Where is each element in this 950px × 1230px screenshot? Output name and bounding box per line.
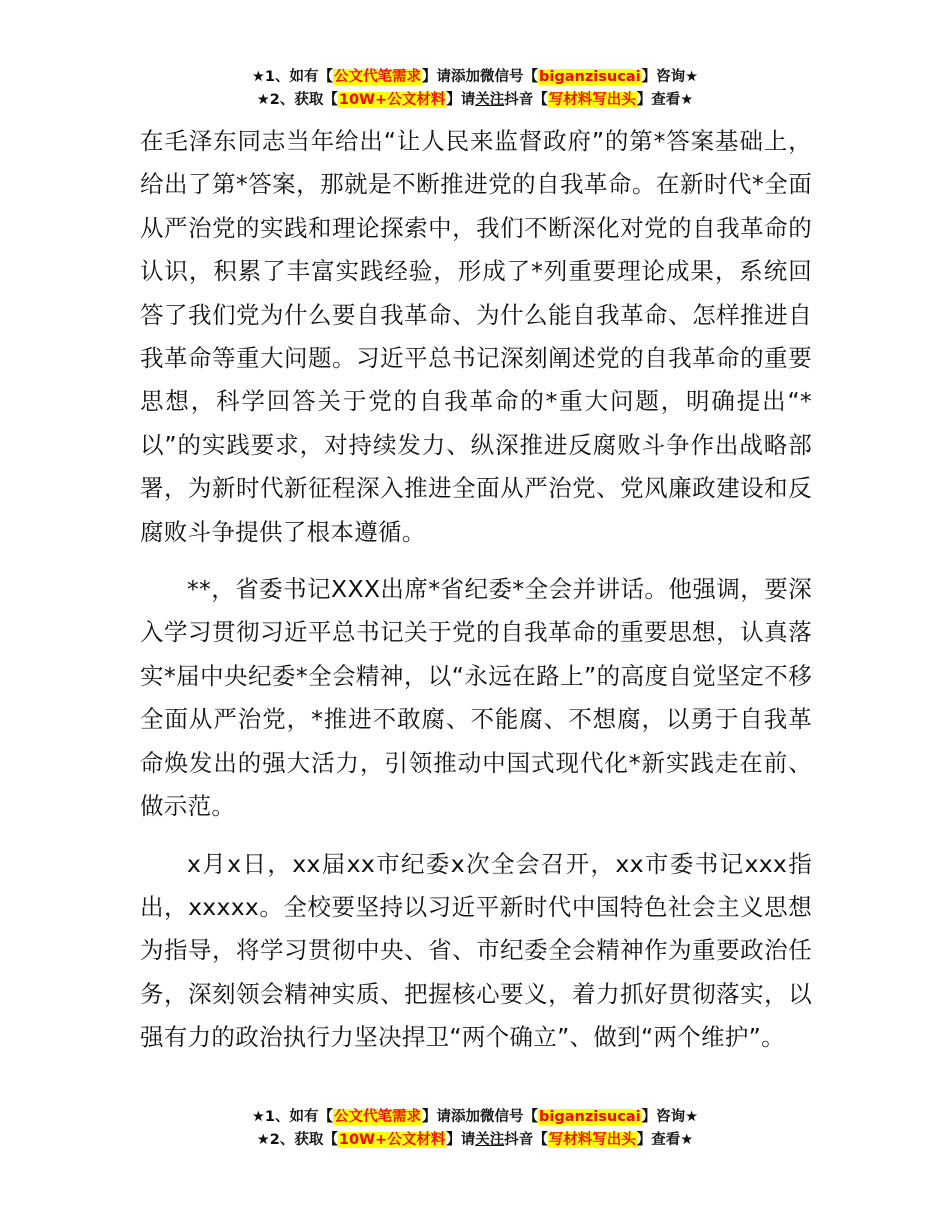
banner-line-1-mid: 】请添 bbox=[422, 1109, 466, 1125]
banner-line-1-suffix: 】咨询★ bbox=[641, 69, 699, 85]
banner-line-1 bbox=[0, 66, 950, 89]
paragraph-2: **，省委书记XXX出席*省纪委*全会并讲话。他强调，要深入学习贯彻习近平总书记关于党的自我革命的重要思想，认真落实*届中央纪委*全会精神，以“永远在路上”的高度自觉坚定不移全面从严治党，*推进不敢腐、不能腐、不想腐，以勇于自我革命焕发出的强大活力，引领推动中国式现代化*新实践走在前、做示范。 bbox=[140, 575, 812, 821]
header-banner bbox=[0, 66, 950, 112]
banner-line-2-mid-2: 抖音【 bbox=[504, 1132, 548, 1148]
banner-highlight-douyin: 写材料写出头 bbox=[548, 92, 636, 108]
banner-line-2-underline: 关注 bbox=[475, 92, 505, 108]
banner-line-2-underline: 关注 bbox=[475, 1132, 505, 1148]
banner-line-2-suffix: 】查看★ bbox=[636, 1132, 694, 1148]
banner-line-1-mid: 】请添 bbox=[422, 69, 466, 85]
banner-line-1-mid-2: 微信号【 bbox=[480, 1109, 539, 1125]
banner-highlight-materials: 10W+公文材料 bbox=[338, 92, 446, 108]
footer-banner bbox=[0, 1106, 950, 1152]
document-body bbox=[140, 120, 812, 1074]
banner-highlight-wechat-id: biganzisucai bbox=[539, 1109, 641, 1125]
banner-line-2 bbox=[0, 1129, 950, 1152]
banner-highlight-service: 公文代笔需求 bbox=[334, 69, 422, 85]
paragraph-1: 在毛泽东同志当年给出“让人民来监督政府”的第*答案基础上，给出了第*答案，那就是不断推进党的自我革命。在新时代*全面从严治党的实践和理论探索中，我们不断深化对党的自我革命的认识，积累了丰富实践经验，形成了*列重要理论成果，系统回答了我们党为什么要自我革命、为什么能自我革命、怎样推进自我革命等重大问题。习近平总书记深刻阐述党的自我革命的重要思想，科学回答关于党的自我革命的*重大问题，明确提出“*以”的实践要求，对持续发力、纵深推进反腐败斗争作出战略部署，为新时代新征程深入推进全面从严治党、党风廉政建设和反腐败斗争提供了根本遵循。 bbox=[140, 127, 812, 546]
banner-line-2-mid: 】请 bbox=[446, 92, 476, 108]
banner-line-2-mid-2: 抖音【 bbox=[504, 92, 548, 108]
banner-line-2-mid: 】请 bbox=[446, 1132, 476, 1148]
banner-line-2-prefix: ★2、获取【 bbox=[256, 1132, 338, 1148]
paragraph-3: x月x日，xx届xx市纪委x次全会召开，xx市委书记xxx指出，xxxxx。全校要坚持以习近平新时代中国特色社会主义思想为指导，将学习贯彻中央、省、市纪委全会精神作为重要政治任务，深刻领会精神实质、把握核心要义，着力抓好贯彻落实，以强有力的政治执行力坚决捍卫“两个确立”、做到“两个维护”。 bbox=[140, 849, 812, 1052]
banner-highlight-materials: 10W+公文材料 bbox=[338, 1132, 446, 1148]
banner-line-1-prefix: ★1、如有【 bbox=[251, 1109, 334, 1125]
banner-highlight-douyin: 写材料写出头 bbox=[548, 1132, 636, 1148]
banner-line-1-suffix: 】咨询★ bbox=[641, 1109, 699, 1125]
banner-line-1-bold: 加 bbox=[465, 69, 481, 85]
banner-line-2 bbox=[0, 89, 950, 112]
banner-line-2-prefix: ★2、获取【 bbox=[256, 92, 338, 108]
banner-highlight-service: 公文代笔需求 bbox=[334, 1109, 422, 1125]
banner-line-1-mid-2: 微信号【 bbox=[480, 69, 539, 85]
banner-line-1-bold: 加 bbox=[465, 1109, 481, 1125]
banner-line-2-suffix: 】查看★ bbox=[636, 92, 694, 108]
banner-line-1-prefix: ★1、如有【 bbox=[251, 69, 334, 85]
banner-line-1 bbox=[0, 1106, 950, 1129]
banner-highlight-wechat-id: biganzisucai bbox=[539, 69, 641, 85]
